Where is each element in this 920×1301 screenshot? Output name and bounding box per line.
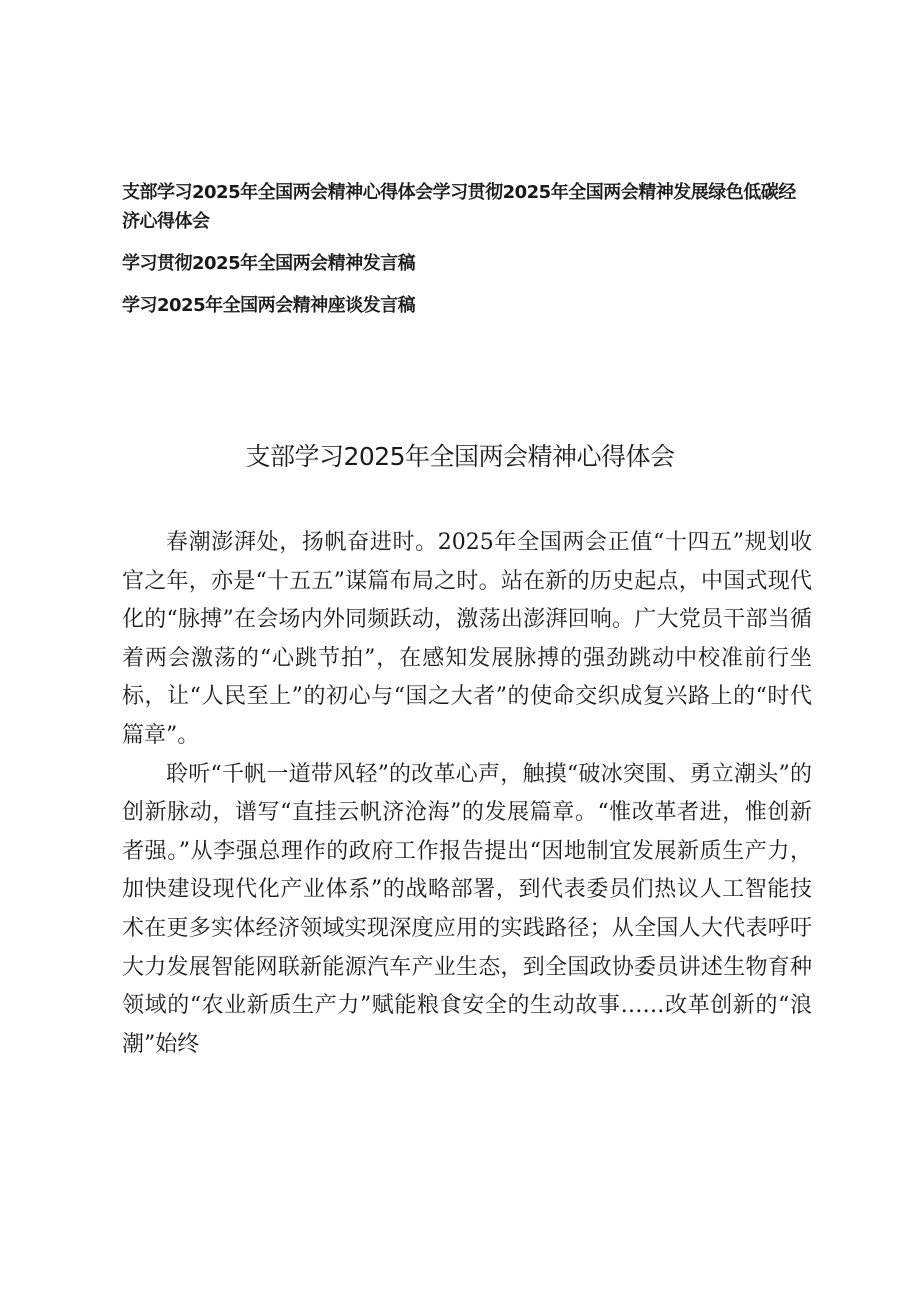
document-title: 支部学习2025年全国两会精神心得体会 bbox=[245, 442, 675, 471]
toc-item-2: 学习贯彻2025年全国两会精神发言稿 bbox=[122, 253, 416, 274]
toc-item-3: 学习2025年全国两会精神座谈发言稿 bbox=[122, 295, 416, 316]
document-body bbox=[122, 524, 812, 1064]
body-paragraph-2: 聆听“千帆一道带风轻”的改革心声，触摸“破冰突围、勇立潮头”的创新脉动，谱写“直挂云帆济沧海”的发展篇章。“惟改革者进，惟创新者强。”从李强总理作的政府工作报告提出“因地制宜发展新质生产力，加快建设现代化产业体系”的战略部署，到代表委员们热议人工智能技术在更多实体经济领域实现深度应用的实践路径；从全国人大代表呼吁大力发展智能网联新能源汽车产业生态，到全国政协委员讲述生物育种领域的“农业新质生产力”赋能粮食安全的生动故事……改革创新的“浪潮”始终 bbox=[122, 761, 812, 1057]
body-paragraph-1: 春潮澎湃处，扬帆奋进时。2025年全国两会正值“十四五”规划收官之年，亦是“十五五”谋篇布局之时。站在新的历史起点，中国式现代化的“脉搏”在会场内外同频跃动，激荡出澎湃回响。广大党员干部当循着两会激荡的“心跳节拍”，在感知发展脉搏的强劲跳动中校准前行坐标，让“人民至上”的初心与“国之大者”的使命交织成复兴路上的“时代篇章”。 bbox=[122, 530, 812, 748]
table-of-contents bbox=[122, 178, 812, 320]
toc-item-1: 支部学习2025年全国两会精神心得体会学习贯彻2025年全国两会精神发展绿色低碳经济心得体会 bbox=[122, 182, 796, 232]
